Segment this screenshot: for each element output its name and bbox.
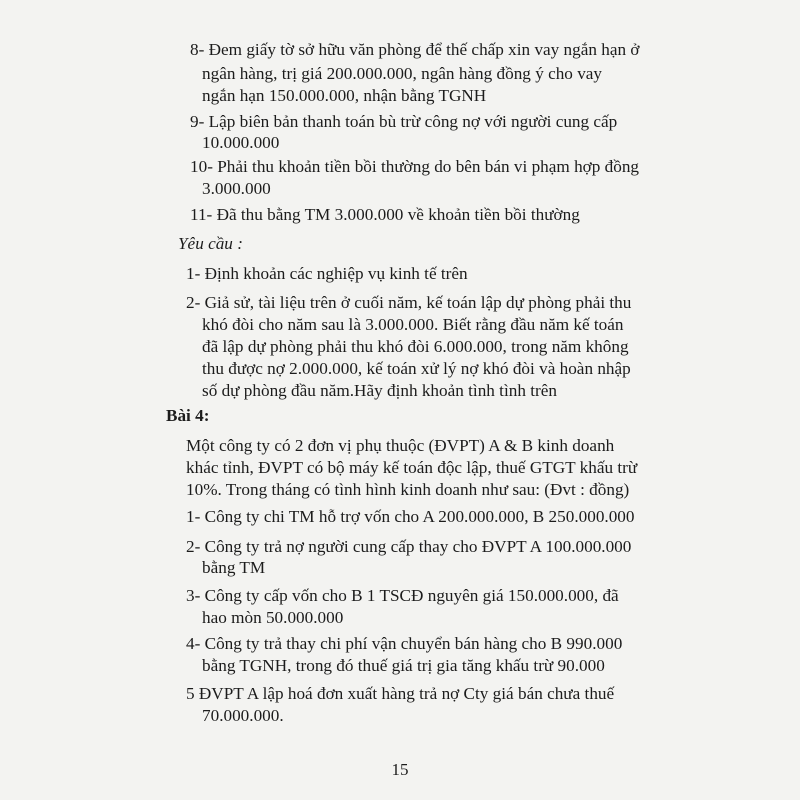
exercise-item-4-line-1: 4- Công ty trả thay chi phí vận chuyển bán hàng cho B 990.000 — [186, 634, 623, 653]
exercise-item-4-line-2: bằng TGNH, trong đó thuế giá trị gia tăng khấu trừ 90.000 — [202, 656, 605, 675]
exercise-item-3-line-1: 3- Công ty cấp vốn cho B 1 TSCĐ nguyên giá 150.000.000, đã — [186, 586, 619, 605]
exercise-item-2-line-1: 2- Công ty trả nợ người cung cấp thay cho ĐVPT A 100.000.000 — [186, 537, 632, 556]
item-8-line-3: ngắn hạn 150.000.000, nhận bằng TGNH — [202, 86, 487, 105]
item-10-line-2: 3.000.000 — [202, 179, 271, 198]
intro-line-1: Một công ty có 2 đơn vị phụ thuộc (ĐVPT) A & B kinh doanh — [186, 436, 615, 455]
item-8-line-1: 8- Đem giấy tờ sở hữu văn phòng để thế chấp xin vay ngắn hạn ở — [190, 40, 640, 59]
exercise-item-1-line-1: 1- Công ty chi TM hỗ trợ vốn cho A 200.000.000, B 250.000.000 — [186, 507, 635, 526]
intro-line-3: 10%. Trong tháng có tình hình kinh doanh như sau: (Đvt : đồng) — [186, 480, 630, 499]
item-11-line-1: 11- Đã thu bằng TM 3.000.000 về khoản tiền bồi thường — [190, 205, 580, 224]
item-8-line-2: ngân hàng, trị giá 200.000.000, ngân hàng đồng ý cho vay — [202, 64, 603, 83]
exercise-title: Bài 4: — [166, 406, 210, 425]
requirement-2-line-3: đã lập dự phòng phải thu khó đòi 6.000.000, trong năm không — [202, 337, 629, 356]
requirements-heading: Yêu cầu : — [178, 234, 243, 253]
exercise-item-3-line-2: hao mòn 50.000.000 — [202, 608, 344, 627]
page-number: 15 — [391, 760, 409, 779]
requirement-2-line-4: thu được nợ 2.000.000, kế toán xử lý nợ khó đòi và hoàn nhập — [202, 359, 631, 378]
item-9-line-1: 9- Lập biên bản thanh toán bù trừ công nợ với người cung cấp — [190, 112, 618, 131]
requirement-2-line-2: khó đòi cho năm sau là 3.000.000. Biết rằng đầu năm kế toán — [202, 315, 624, 334]
intro-line-2: khác tỉnh, ĐVPT có bộ máy kế toán độc lập, thuế GTGT khấu trừ — [186, 458, 638, 477]
exercise-item-5-line-1: 5 ĐVPT A lập hoá đơn xuất hàng trả nợ Cty giá bán chưa thuế — [186, 684, 615, 703]
item-10-line-1: 10- Phải thu khoản tiền bồi thường do bên bán vi phạm hợp đồng — [190, 157, 640, 176]
exercise-item-2-line-2: bằng TM — [202, 558, 266, 577]
requirement-2-line-5: số dự phòng đầu năm.Hãy định khoản tình tình trên — [202, 381, 557, 400]
requirement-1-line-1: 1- Định khoản các nghiệp vụ kinh tế trên — [186, 264, 468, 283]
requirement-2-line-1: 2- Giả sử, tài liệu trên ở cuối năm, kế toán lập dự phòng phải thu — [186, 293, 632, 312]
exercise-item-5-line-2: 70.000.000. — [202, 706, 284, 725]
item-9-line-2: 10.000.000 — [202, 133, 280, 152]
